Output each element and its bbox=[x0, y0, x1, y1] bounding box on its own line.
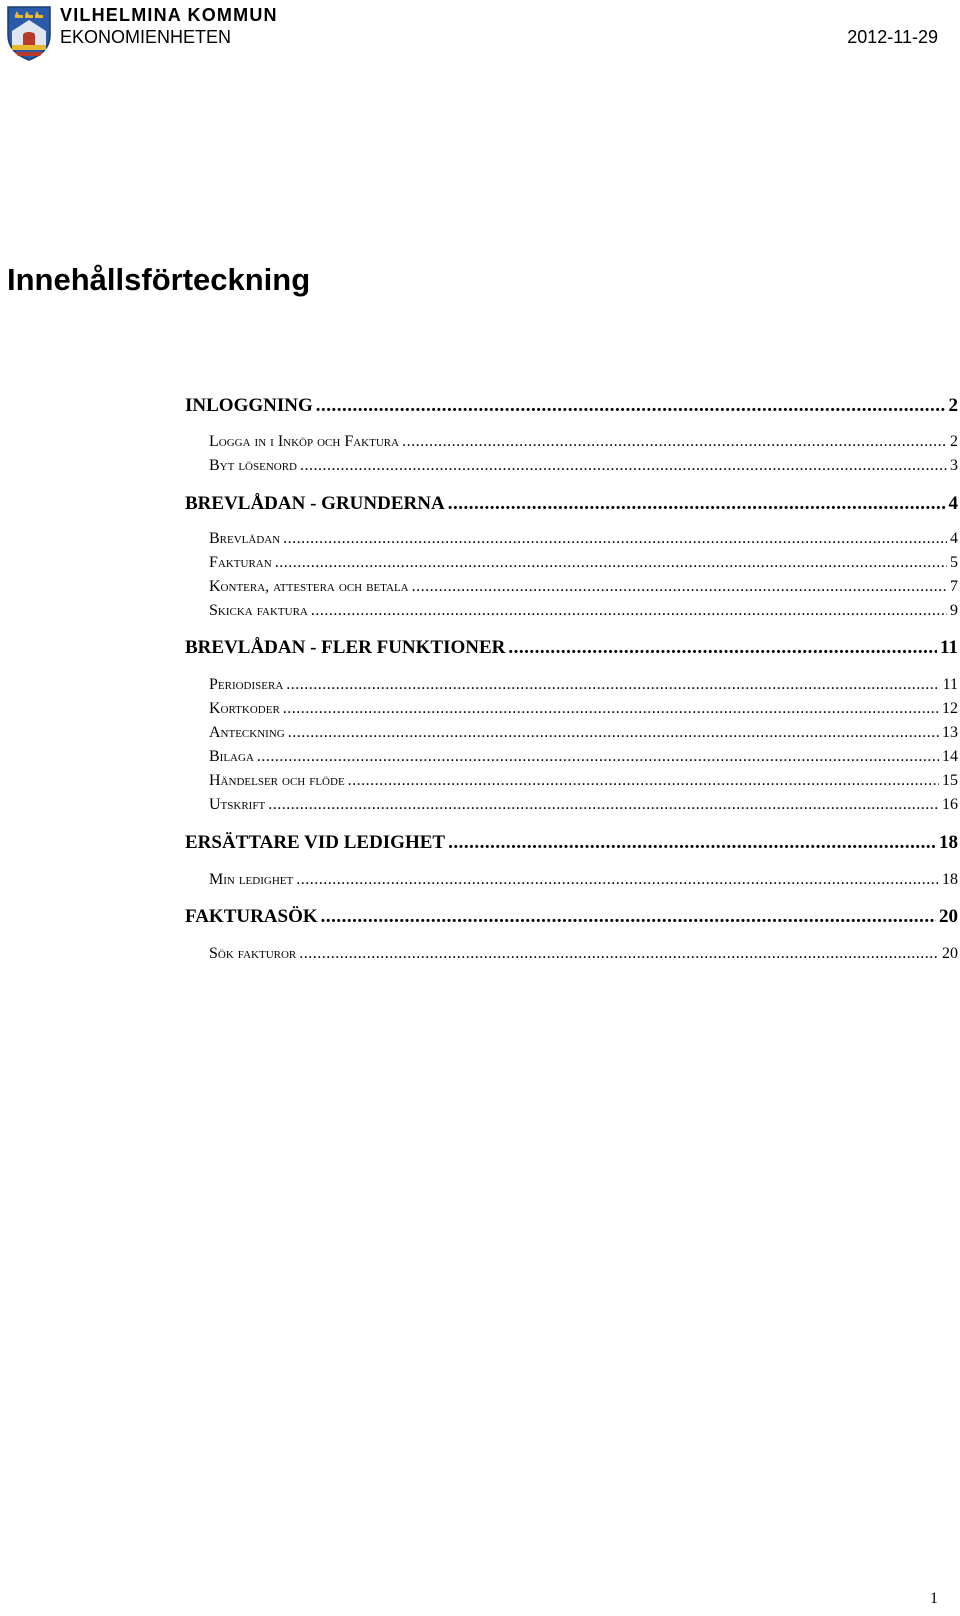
toc-entry-label: Bilaga bbox=[209, 748, 254, 765]
toc-entry-label: Brevlådan bbox=[209, 530, 281, 547]
toc-leader-dots bbox=[508, 637, 937, 659]
toc-entry-sok-fakturor[interactable] bbox=[209, 945, 958, 967]
toc-entry-kontera-attestera-betala[interactable] bbox=[209, 578, 958, 600]
toc-leader-dots bbox=[412, 578, 947, 596]
toc-entry-page: 15 bbox=[942, 772, 958, 789]
toc-entry-label: Skicka faktura bbox=[209, 602, 308, 619]
toc-entry-page: 11 bbox=[942, 676, 958, 693]
toc-entry-page: 14 bbox=[942, 748, 958, 765]
document-date: 2012-11-29 bbox=[847, 27, 938, 47]
toc-entry-page: 20 bbox=[939, 906, 958, 927]
toc-title: Innehållsförteckning bbox=[7, 262, 311, 297]
toc-leader-dots bbox=[257, 748, 939, 766]
toc-leader-dots bbox=[448, 832, 936, 854]
toc-entry-fakturasok[interactable] bbox=[185, 906, 958, 930]
toc-entry-anteckning[interactable] bbox=[209, 724, 958, 746]
toc-entry-periodisera[interactable] bbox=[209, 676, 958, 698]
toc-entry-page: 16 bbox=[942, 796, 958, 813]
toc-leader-dots bbox=[286, 676, 939, 694]
toc-entry-page: 9 bbox=[950, 602, 958, 619]
organization-name: VILHELMINA KOMMUN bbox=[60, 5, 278, 25]
toc-entry-label: Kortkoder bbox=[209, 700, 280, 717]
toc-leader-dots bbox=[275, 554, 947, 572]
toc-entry-page: 2 bbox=[950, 433, 958, 450]
toc-leader-dots bbox=[283, 700, 939, 718]
toc-entry-inloggning[interactable] bbox=[185, 395, 958, 419]
toc-leader-dots bbox=[311, 602, 947, 620]
toc-entry-min-ledighet[interactable] bbox=[209, 871, 958, 893]
toc-entry-label: Fakturan bbox=[209, 554, 272, 571]
toc-leader-dots bbox=[448, 493, 946, 515]
toc-entry-page: 12 bbox=[942, 700, 958, 717]
toc-leader-dots bbox=[268, 796, 939, 814]
toc-leader-dots bbox=[288, 724, 939, 742]
toc-entry-label: Periodisera bbox=[209, 676, 284, 693]
toc-entry-page: 5 bbox=[950, 554, 958, 571]
toc-entry-kortkoder[interactable] bbox=[209, 700, 958, 722]
toc-entry-label: Anteckning bbox=[209, 724, 285, 741]
toc-entry-page: 13 bbox=[942, 724, 958, 741]
toc-entry-page: 7 bbox=[950, 578, 958, 595]
toc-leader-dots bbox=[296, 871, 939, 889]
toc-entry-page: 18 bbox=[942, 871, 958, 888]
page-number: 1 bbox=[930, 1590, 938, 1607]
toc-entry-label: Sök fakturor bbox=[209, 945, 297, 962]
toc-leader-dots bbox=[321, 906, 936, 928]
toc-leader-dots bbox=[283, 530, 947, 548]
toc-entry-brevladan[interactable] bbox=[209, 530, 958, 552]
toc-entry-byt-losenord[interactable] bbox=[209, 457, 958, 479]
toc-leader-dots bbox=[316, 395, 946, 417]
toc-entry-page: 4 bbox=[948, 493, 958, 514]
toc-leader-dots bbox=[402, 433, 947, 451]
toc-entry-label: Logga in i Inköp och Faktura bbox=[209, 433, 400, 450]
department-name: EKONOMIENHETEN bbox=[60, 27, 232, 47]
toc-entry-label: Min ledighet bbox=[209, 871, 294, 888]
toc-entry-label: Kontera, attestera och betala bbox=[209, 578, 409, 595]
toc-entry-utskrift[interactable] bbox=[209, 796, 958, 818]
toc-entry-label: INLOGGNING bbox=[185, 395, 313, 416]
toc-entry-fakturan[interactable] bbox=[209, 554, 958, 576]
toc-leader-dots bbox=[348, 772, 939, 790]
toc-entry-label: ERSÄTTARE VID LEDIGHET bbox=[185, 832, 446, 853]
toc-entry-brevladan-fler-funktioner[interactable] bbox=[185, 637, 958, 661]
toc-entry-page: 2 bbox=[948, 395, 958, 416]
toc-entry-page: 18 bbox=[939, 832, 958, 853]
toc-entry-brevladan-grunderna[interactable] bbox=[185, 493, 958, 517]
toc-entry-label: Byt lösenord bbox=[209, 457, 298, 474]
toc-entry-label: Händelser och flöde bbox=[209, 772, 345, 789]
toc-entry-page: 3 bbox=[950, 457, 958, 474]
toc-entry-bilaga[interactable] bbox=[209, 748, 958, 770]
toc-entry-label: BREVLÅDAN - FLER FUNKTIONER bbox=[185, 637, 506, 658]
toc-leader-dots bbox=[300, 457, 947, 475]
toc-entry-logga-in[interactable] bbox=[209, 433, 958, 455]
toc-entry-page: 4 bbox=[950, 530, 958, 547]
toc-entry-label: Utskrift bbox=[209, 796, 266, 813]
toc-entry-page: 11 bbox=[940, 637, 958, 658]
toc-entry-label: BREVLÅDAN - GRUNDERNA bbox=[185, 493, 445, 514]
toc-entry-ersattare-vid-ledighet[interactable] bbox=[185, 832, 958, 856]
toc-entry-skicka-faktura[interactable] bbox=[209, 602, 958, 624]
toc-leader-dots bbox=[299, 945, 939, 963]
toc-entry-page: 20 bbox=[942, 945, 958, 962]
toc-entry-label: FAKTURASÖK bbox=[185, 906, 318, 927]
toc-entry-handelser-och-flode[interactable] bbox=[209, 772, 958, 794]
